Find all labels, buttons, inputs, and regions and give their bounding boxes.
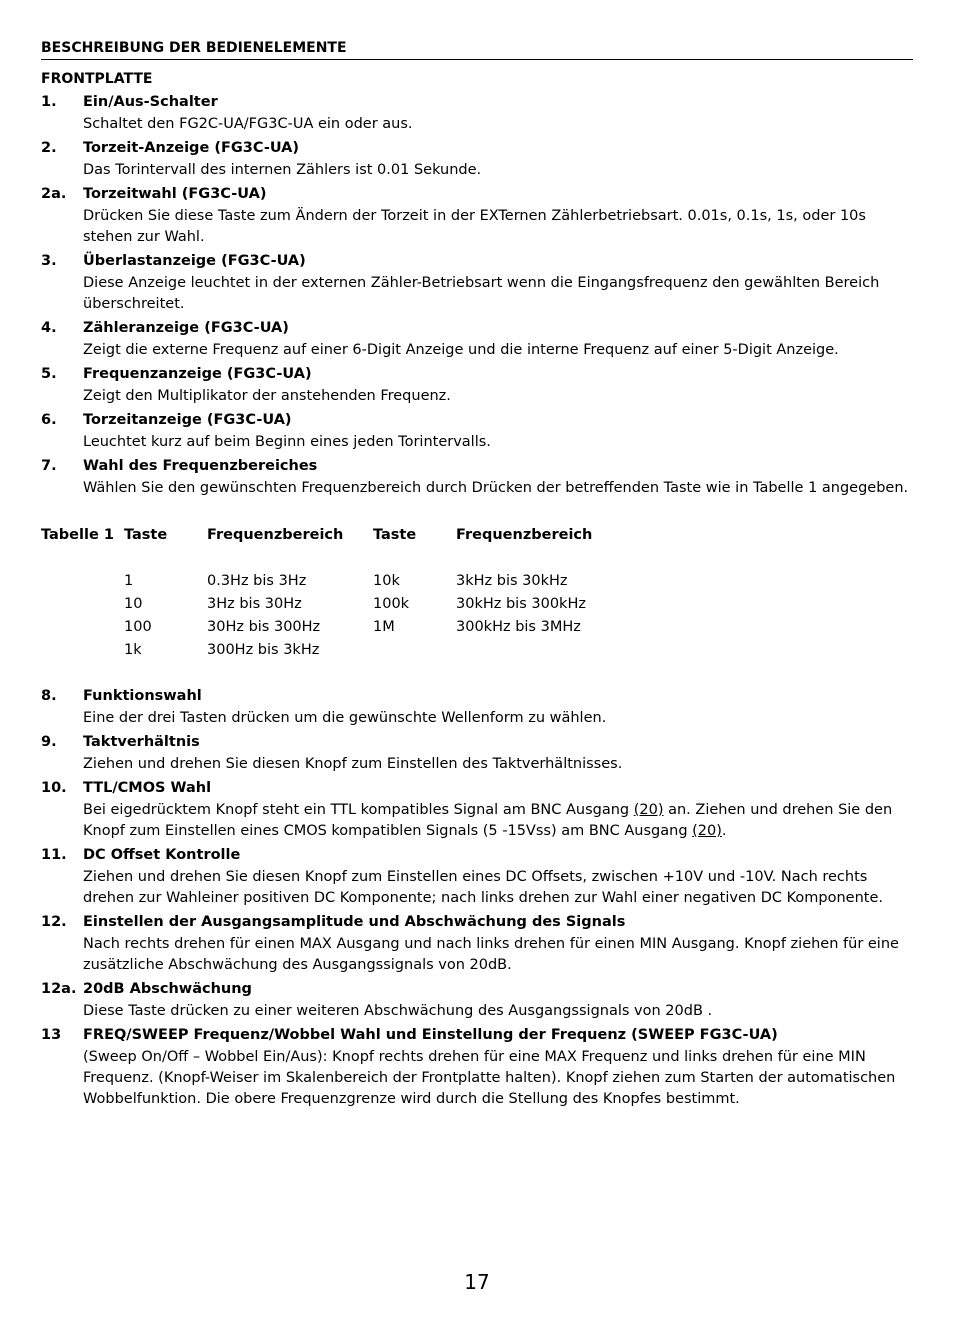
table-cell: 3Hz bis 30Hz xyxy=(207,596,302,612)
item-title: Überlastanzeige (FG3C-UA) xyxy=(83,253,306,269)
control-item xyxy=(41,137,913,183)
item-description: Ziehen und drehen Sie diesen Knopf zum Einstellen des Taktverhältnisses. xyxy=(83,756,623,772)
item-number: 5. xyxy=(41,366,57,382)
item-description: Ziehen und drehen Sie diesen Knopf zum Einstellen eines DC Offsets, zwischen +10V und -10V. Nach rechts drehen zur Wahleiner positiven DC Komponente; nach links drehen zur Wahl einer negativen DC Komponente. xyxy=(83,869,883,906)
item-title: Torzeit-Anzeige (FG3C-UA) xyxy=(83,140,300,156)
item-number: 1. xyxy=(41,94,57,110)
control-item xyxy=(41,978,913,1024)
item-title: Torzeitanzeige (FG3C-UA) xyxy=(83,412,292,428)
item-number: 12a. xyxy=(41,981,77,997)
item-description: Drücken Sie diese Taste zum Ändern der Torzeit in der EXTernen Zählerbetriebsart. 0.01s, 0.1s, 1s, oder 10s stehen zur Wahl. xyxy=(83,208,866,245)
item-title: Taktverhältnis xyxy=(83,734,200,750)
control-item xyxy=(41,183,913,250)
table-cell: 10k xyxy=(373,573,400,589)
output-reference-link: (20) xyxy=(692,823,722,839)
item-title: TTL/CMOS Wahl xyxy=(83,780,212,796)
item-number: 10. xyxy=(41,780,67,796)
table-cell: 0.3Hz bis 3Hz xyxy=(207,573,307,589)
item-title: Zähleranzeige (FG3C-UA) xyxy=(83,320,289,336)
frequency-range-table xyxy=(41,524,913,662)
control-list-c xyxy=(41,844,913,1112)
item-number: 3. xyxy=(41,253,57,269)
item-description: Das Torintervall des internen Zählers ist 0.01 Sekunde. xyxy=(83,162,482,178)
table-cell: 100k xyxy=(373,596,410,612)
item-number: 7. xyxy=(41,458,57,474)
control-item xyxy=(41,409,913,455)
table-row xyxy=(41,616,913,639)
item-title: Ein/Aus-Schalter xyxy=(83,94,218,110)
table-cell: 100 xyxy=(124,619,152,635)
item-description: (Sweep On/Off – Wobbel Ein/Aus): Knopf rechts drehen für eine MAX Frequenz und links drehen für eine MIN Frequenz. (Knopf-Weiser im Skalenbereich der Frontplatte halten). Knopf ziehen zum Starten der automatischen Wobbelfunktion. Die obere Frequenzgrenze wird durch die Stellung des Knopfes bestimmt. xyxy=(83,1049,896,1107)
item-description: Eine der drei Tasten drücken um die gewünschte Wellenform zu wählen. xyxy=(83,710,607,726)
item-title: Einstellen der Ausgangsamplitude und Abschwächung des Signals xyxy=(83,914,626,930)
table-cell: 300Hz bis 3kHz xyxy=(207,642,320,658)
item-number: 2a. xyxy=(41,186,67,202)
table-cell xyxy=(373,639,456,662)
table-row xyxy=(41,593,913,616)
table-cell: 1 xyxy=(124,573,134,589)
item-description: Zeigt die externe Frequenz auf einer 6-Digit Anzeige und die interne Frequenz auf einer 5-Digit Anzeige. xyxy=(83,342,839,358)
item-title: FREQ/SWEEP Frequenz/Wobbel Wahl und Einstellung der Frequenz (SWEEP FG3C-UA) xyxy=(83,1027,778,1043)
table-cell: 30kHz bis 300kHz xyxy=(456,596,586,612)
table-cell: 300kHz bis 3MHz xyxy=(456,619,581,635)
table-row xyxy=(41,639,913,662)
item-description: Wählen Sie den gewünschten Frequenzbereich durch Drücken der betreffenden Taste wie in Tabelle 1 angegeben. xyxy=(83,480,909,496)
item-title: DC Offset Kontrolle xyxy=(83,847,241,863)
manual-page xyxy=(41,38,913,1112)
table-row xyxy=(41,570,913,593)
page-number: 17 xyxy=(464,1270,490,1294)
control-item xyxy=(41,363,913,409)
table-header: Frequenzbereich xyxy=(207,527,344,543)
control-item xyxy=(41,91,913,137)
page-header: BESCHREIBUNG DER BEDIENELEMENTE xyxy=(41,38,913,60)
item-description: Diese Taste drücken zu einer weiteren Abschwächung des Ausgangssignals von 20dB . xyxy=(83,1003,713,1019)
control-item xyxy=(41,911,913,978)
control-item xyxy=(41,1024,913,1112)
table-cell: 3kHz bis 30kHz xyxy=(456,573,568,589)
control-item xyxy=(41,455,913,501)
section-title: FRONTPLATTE xyxy=(41,71,153,87)
item-title: Frequenzanzeige (FG3C-UA) xyxy=(83,366,312,382)
table-header: Taste xyxy=(124,527,168,543)
item-description: Leuchtet kurz auf beim Beginn eines jeden Torintervalls. xyxy=(83,434,491,450)
item-title: 20dB Abschwächung xyxy=(83,981,252,997)
item-description: Zeigt den Multiplikator der anstehenden Frequenz. xyxy=(83,388,451,404)
item-description: Schaltet den FG2C-UA/FG3C-UA ein oder aus. xyxy=(83,116,413,132)
control-item xyxy=(41,250,913,317)
table-header: Frequenzbereich xyxy=(456,527,593,543)
item-title: Funktionswahl xyxy=(83,688,202,704)
table-cell: 1k xyxy=(124,642,142,658)
item-number: 11. xyxy=(41,847,67,863)
table-cell: 10 xyxy=(124,596,143,612)
item-number: 8. xyxy=(41,688,57,704)
item-number: 12. xyxy=(41,914,67,930)
control-item xyxy=(41,685,913,731)
item-description: Bei eigedrücktem Knopf steht ein TTL kompatibles Signal am BNC Ausgang (20) an. Ziehen und drehen Sie den Knopf zum Einstellen eines CMOS kompatiblen Signals (5 -15Vss) am BNC Ausgang (20). xyxy=(83,802,893,839)
control-list-b xyxy=(41,685,913,777)
table-cell: 1M xyxy=(373,619,395,635)
table-cell xyxy=(456,639,913,662)
control-list-a xyxy=(41,91,913,501)
output-reference-link: (20) xyxy=(633,802,664,818)
item-title: Torzeitwahl (FG3C-UA) xyxy=(83,186,267,202)
table-header-row xyxy=(41,524,913,547)
control-item xyxy=(41,731,913,777)
item-description: Diese Anzeige leuchtet in der externen Zähler-Betriebsart wenn die Eingangsfrequenz den gewählten Bereich überschreitet. xyxy=(83,275,880,312)
control-item-ttl-cmos xyxy=(41,777,913,844)
item-number: 13 xyxy=(41,1027,62,1043)
control-item xyxy=(41,317,913,363)
table-header: Taste xyxy=(373,527,417,543)
table-label: Tabelle 1 xyxy=(41,527,114,543)
item-description: Nach rechts drehen für einen MAX Ausgang und nach links drehen für einen MIN Ausgang. Knopf ziehen für eine zusätzliche Abschwächung des Ausgangssignals von 20dB. xyxy=(83,936,899,973)
table-cell: 30Hz bis 300Hz xyxy=(207,619,321,635)
item-title: Wahl des Frequenzbereiches xyxy=(83,458,318,474)
item-number: 2. xyxy=(41,140,57,156)
item-number: 4. xyxy=(41,320,57,336)
control-item xyxy=(41,844,913,911)
item-number: 6. xyxy=(41,412,57,428)
item-number: 9. xyxy=(41,734,57,750)
